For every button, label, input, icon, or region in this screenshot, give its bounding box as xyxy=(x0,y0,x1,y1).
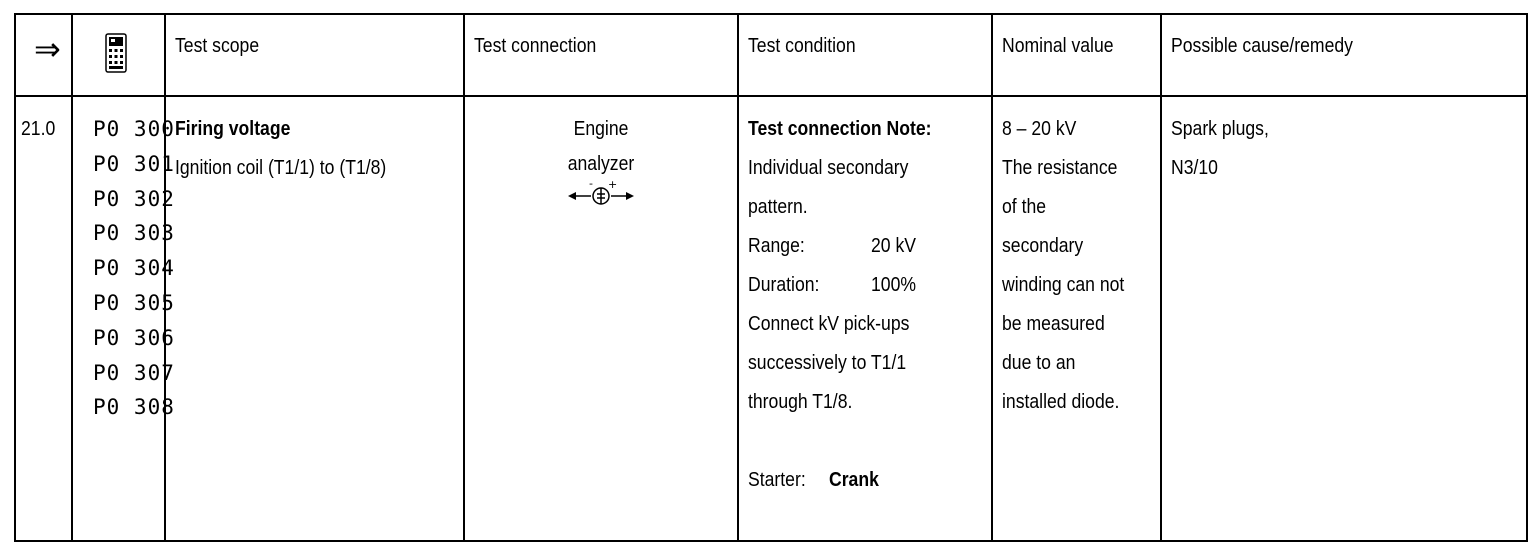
condition-line: pattern. xyxy=(748,196,808,218)
fault-code: P0 306 xyxy=(93,325,175,350)
header-divider xyxy=(16,95,1526,97)
nominal-line: due to an xyxy=(1002,352,1076,374)
column-divider xyxy=(1160,15,1162,540)
range-label: Range: xyxy=(748,235,805,257)
starter-label: Starter: xyxy=(748,469,806,491)
fault-code: P0 300 xyxy=(93,117,175,141)
condition-line: Connect kV pick-ups xyxy=(748,313,910,335)
nominal-line: secondary xyxy=(1002,235,1084,257)
fault-code: P0 304 xyxy=(93,256,175,281)
nominal-value-cell xyxy=(1002,110,1141,422)
scope-title: Firing voltage xyxy=(175,118,291,140)
column-divider xyxy=(71,15,73,540)
fault-code: P0 302 xyxy=(93,186,175,211)
step-number: 21.0 xyxy=(21,118,56,140)
scope-detail: Ignition coil (T1/1) to (T1/8) xyxy=(175,157,387,179)
range-value: 20 kV xyxy=(871,235,917,257)
nominal-line: be measured xyxy=(1002,313,1105,335)
column-divider xyxy=(991,15,993,540)
kv-probe-icon xyxy=(566,179,636,209)
condition-line: Individual secondary xyxy=(748,157,909,179)
fault-code: P0 303 xyxy=(93,221,175,246)
fault-code: P0 307 xyxy=(93,360,175,385)
svg-text:+: + xyxy=(608,179,618,191)
fault-code: P0 308 xyxy=(93,395,175,420)
header-test-scope: Test scope xyxy=(175,35,260,57)
connection-line: Engine xyxy=(573,118,629,140)
cause-cell xyxy=(1171,110,1282,188)
duration-value: 100% xyxy=(871,274,917,296)
condition-line: successively to T1/1 xyxy=(748,352,907,374)
condition-line: through T1/8. xyxy=(748,391,853,413)
column-divider xyxy=(737,15,739,540)
diagnostic-table xyxy=(14,13,1528,542)
cause-line: N3/10 xyxy=(1171,157,1218,179)
nominal-line: of the xyxy=(1002,196,1047,218)
nominal-line: 8 – 20 kV xyxy=(1002,118,1077,140)
column-divider xyxy=(463,15,465,540)
nominal-line: The resistance xyxy=(1002,157,1118,179)
header-possible-cause: Possible cause/remedy xyxy=(1171,35,1353,57)
fault-code: P0 301 xyxy=(93,151,175,176)
cause-line: Spark plugs, xyxy=(1171,118,1269,140)
connection-cell xyxy=(465,110,737,209)
fault-code-list xyxy=(93,112,175,425)
nominal-line: winding can not xyxy=(1002,274,1125,296)
arrow-icon: ⇒ xyxy=(34,30,61,68)
connection-line: analyzer xyxy=(567,153,635,175)
header-test-condition: Test condition xyxy=(748,35,856,57)
nominal-line: installed diode. xyxy=(1002,391,1120,413)
starter-value: Crank xyxy=(829,469,879,491)
fault-code: P0 305 xyxy=(93,290,175,315)
condition-title: Test connection Note: xyxy=(748,118,932,140)
svg-text:-: - xyxy=(589,179,593,190)
header-test-connection: Test connection xyxy=(474,35,597,57)
header-nominal-value: Nominal value xyxy=(1002,35,1114,57)
duration-label: Duration: xyxy=(748,274,820,296)
tester-device-icon xyxy=(104,33,128,73)
